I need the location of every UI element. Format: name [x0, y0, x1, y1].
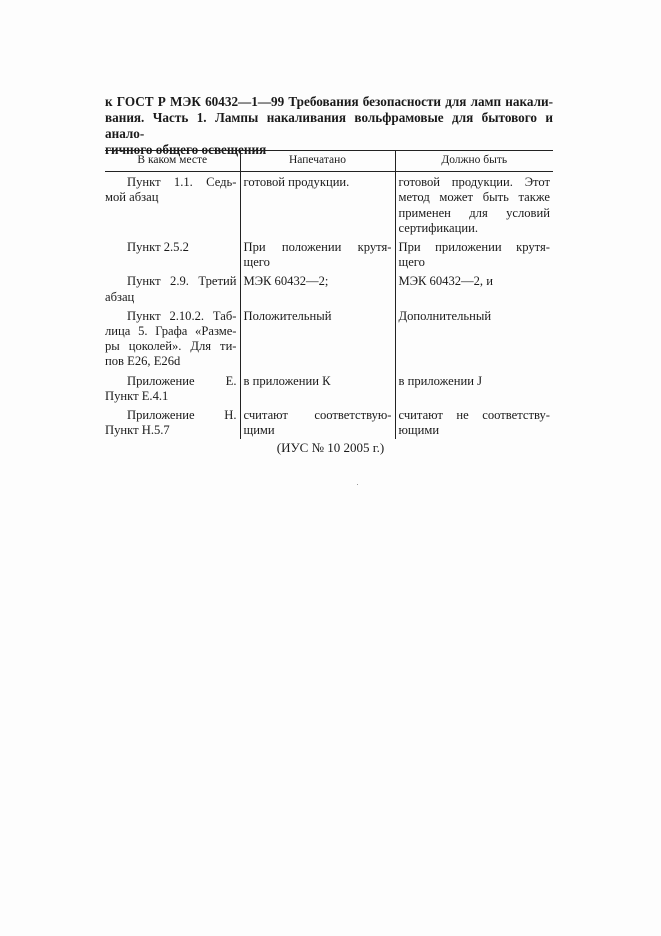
heading-line-2: вания. Часть 1. Лампы накаливания вольфрамовые для бытового и анало- [105, 110, 553, 141]
cell-line: в приложении К [243, 373, 331, 388]
cell-line: лица 5. Графа «Разме- [105, 324, 237, 339]
cell-line: При приложении крутя- [398, 240, 550, 255]
cell-line: сертификации. [398, 220, 478, 235]
cell-place [105, 371, 240, 405]
cell-line: Пункт 2.10.2. Таб- [127, 308, 237, 323]
cell-should-be [395, 172, 553, 237]
cell-line: При положении крутя- [243, 240, 392, 255]
cell-should-be [395, 405, 553, 439]
cell-printed [240, 172, 395, 237]
cell-line: Пункт Е.4.1 [105, 388, 169, 403]
cell-place [105, 306, 240, 371]
cell-should-be [395, 371, 553, 405]
cell-printed [240, 306, 395, 371]
cell-line: щего [243, 255, 270, 270]
table-row [105, 405, 553, 439]
cell-place [105, 237, 240, 271]
table-header-row [105, 151, 553, 172]
cell-line: пов Е26, Е26d [105, 354, 181, 369]
cell-line: применен для условий [398, 205, 550, 220]
cell-line: считают не соответству- [398, 408, 550, 423]
cell-line: абзац [105, 289, 135, 304]
cell-printed [240, 405, 395, 439]
cell-place [105, 172, 240, 237]
table-row [105, 172, 553, 237]
cell-printed [240, 237, 395, 271]
header-place: В каком месте [105, 151, 240, 172]
cell-line: Пункт Н.5.7 [105, 423, 170, 438]
cell-line: готовой продукции. Этот [398, 175, 550, 190]
cell-line: Положительный [243, 308, 332, 323]
cell-should-be [395, 271, 553, 305]
table-row [105, 237, 553, 271]
header-should-be: Должно быть [395, 151, 553, 172]
cell-line: мой абзац [105, 190, 159, 205]
cell-line: Пункт 1.1. Седь- [127, 175, 237, 190]
cell-line: МЭК 60432—2, и [398, 274, 493, 289]
cell-line: Пункт 2.5.2 [127, 240, 189, 255]
cell-line: считают соответствую- [243, 408, 392, 423]
cell-line: Пункт 2.9. Третий [127, 274, 237, 289]
table-row [105, 306, 553, 371]
heading-line-1: к ГОСТ Р МЭК 60432—1—99 Требования безопасности для ламп накали- [105, 94, 553, 109]
cell-place [105, 405, 240, 439]
cell-line: щего [398, 255, 425, 270]
scan-speck [357, 484, 358, 485]
cell-line: ры цоколей». Для ти- [105, 339, 237, 354]
cell-line: готовой продукции. [243, 175, 350, 190]
cell-printed [240, 371, 395, 405]
cell-should-be [395, 306, 553, 371]
cell-line: МЭК 60432—2; [243, 274, 329, 289]
cell-line: Приложение Е. [127, 373, 237, 388]
heading-line-3: гичного общего освещения [105, 142, 267, 157]
document-heading [105, 94, 553, 158]
table-row [105, 271, 553, 305]
header-printed: Напечатано [240, 151, 395, 172]
cell-line: Приложение Н. [127, 408, 237, 423]
cell-line: щими [243, 423, 275, 438]
errata-table [105, 150, 553, 439]
cell-place [105, 271, 240, 305]
source-reference: (ИУС № 10 2005 г.) [276, 440, 385, 455]
cell-line: в приложении J [398, 373, 483, 388]
cell-line: Дополнительный [398, 308, 492, 323]
cell-should-be [395, 237, 553, 271]
cell-printed [240, 271, 395, 305]
cell-line: ющими [398, 423, 440, 438]
cell-line: метод может быть также [398, 190, 550, 205]
table-row [105, 371, 553, 405]
